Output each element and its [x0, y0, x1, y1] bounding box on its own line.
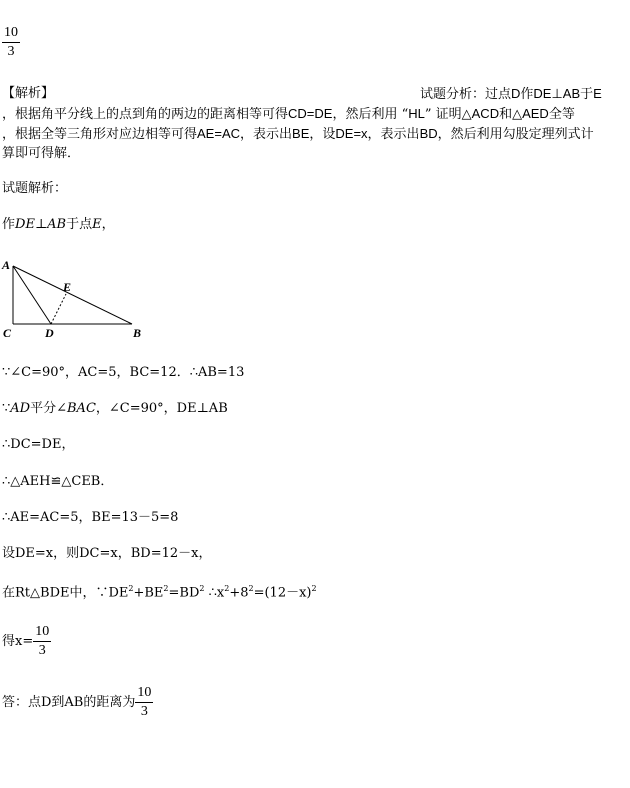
- superscript: 2: [224, 584, 230, 593]
- analysis-formula: BE: [292, 126, 310, 141]
- solution-text: ∴△AEH≌△CEB．: [2, 474, 114, 489]
- analysis-formula: ACD: [471, 106, 500, 121]
- analysis-formula: DE=x: [335, 126, 368, 141]
- analysis-label: 试题分析：过点: [420, 87, 512, 102]
- solution-formula: DE: [15, 217, 35, 232]
- analysis-text: ，表示出: [367, 127, 420, 142]
- x-value-fraction: [33, 625, 51, 658]
- analysis-header-text: 【解析】: [2, 86, 55, 101]
- analysis-text: ，然后利用 “: [332, 107, 409, 122]
- solution-text: +8: [229, 585, 249, 601]
- label-c: C: [3, 326, 12, 340]
- analysis-line-4: [2, 147, 80, 160]
- analysis-text: 作: [520, 87, 534, 102]
- solution-text: ，∠C=90°，DE⊥AB: [95, 401, 228, 416]
- fraction-denominator: 3: [7, 44, 15, 59]
- analysis-text: ，然后利用勾股定理列式计: [437, 127, 594, 142]
- superscript: 2: [128, 584, 134, 593]
- label-a: A: [2, 258, 11, 272]
- answer-text: 答：点D到AB的距离为: [2, 695, 136, 710]
- analysis-text: 全等: [548, 107, 575, 122]
- analysis-formula: CD=DE: [288, 106, 333, 121]
- solution-header: [2, 182, 67, 195]
- segment-ad: [13, 266, 51, 324]
- solution-text: 设DE=x，则DC=x，BD=12－x，: [2, 546, 212, 561]
- solution-text: ∵∠C=90°，AC=5，BC=12．∴AB=13: [2, 365, 245, 380]
- analysis-formula: BD: [419, 126, 438, 141]
- analysis-line-2: [2, 107, 575, 121]
- solution-formula: AD: [10, 401, 31, 416]
- analysis-point-d: D: [511, 86, 521, 101]
- solution-text: 得x=: [2, 634, 34, 649]
- segment-de: [51, 294, 66, 324]
- solution-text: ⊥: [34, 217, 48, 232]
- fraction-numerator: 10: [35, 624, 50, 639]
- solution-step-3: [2, 438, 74, 451]
- analysis-header: [2, 87, 54, 100]
- label-b: B: [133, 326, 142, 340]
- answer-line: [2, 686, 153, 719]
- solution-step-1: [2, 366, 244, 379]
- solution-step-0: [2, 218, 115, 231]
- analysis-text: ，根据全等三角形对应边相等可得: [2, 127, 198, 142]
- solution-step-2: [2, 402, 228, 415]
- answer-fraction: [135, 686, 153, 719]
- solution-text: ∴DC=DE，: [2, 437, 75, 452]
- fraction-denominator: 3: [140, 704, 148, 719]
- solution-text: 在Rt△BDE中，∵DE: [2, 585, 129, 601]
- solution-step-7: [2, 585, 317, 599]
- analysis-formula: AE=AC: [197, 126, 241, 141]
- analysis-de-perp-ab: DE⊥AB: [533, 86, 581, 101]
- solution-text: 平分∠: [30, 401, 67, 416]
- solution-formula: BAC: [67, 401, 96, 416]
- analysis-formula: HL: [408, 106, 425, 121]
- superscript: 2: [311, 584, 317, 593]
- analysis-text: ，表示出: [240, 127, 293, 142]
- analysis-text: ，根据角平分线上的点到角的两边的距离相等可得: [2, 107, 289, 122]
- analysis-line-1: [420, 87, 602, 101]
- solution-step-6: [2, 547, 211, 560]
- solution-step-8: [2, 625, 51, 658]
- analysis-text: ，设: [309, 127, 336, 142]
- fraction-denominator: 3: [38, 643, 46, 658]
- solution-formula: AB: [47, 217, 67, 232]
- solution-text: ，: [101, 217, 115, 232]
- analysis-text: 算即可得解．: [2, 146, 81, 161]
- segment-ab: [13, 266, 132, 324]
- superscript: 2: [163, 584, 169, 593]
- superscript: 2: [248, 584, 254, 593]
- solution-text: 作: [2, 217, 16, 232]
- fraction-numerator: 10: [137, 685, 152, 700]
- solution-text: ∵: [2, 401, 11, 416]
- solution-step-5: [2, 511, 178, 524]
- solution-text: =(12－x): [253, 585, 312, 601]
- solution-text: +BE: [133, 585, 164, 601]
- analysis-text: 和△: [499, 107, 523, 122]
- solution-text: ∴x: [204, 585, 225, 601]
- solution-text: =BD: [168, 585, 200, 601]
- label-e: E: [63, 280, 72, 294]
- analysis-text: 于: [580, 87, 594, 102]
- analysis-formula: AED: [522, 106, 549, 121]
- solution-header-text: 试题解析：: [2, 181, 68, 196]
- solution-formula: E: [92, 217, 102, 232]
- superscript: 2: [199, 584, 205, 593]
- analysis-line-3: [2, 127, 594, 141]
- top-answer-fraction: [2, 26, 20, 59]
- fraction-numerator: 10: [4, 25, 18, 40]
- triangle-figure: [0, 258, 160, 343]
- analysis-text: ” 证明△: [424, 107, 472, 122]
- solution-step-4: [2, 475, 113, 488]
- analysis-point-e: E: [593, 86, 602, 101]
- solution-text: 于点: [66, 217, 93, 232]
- label-d: D: [45, 326, 54, 340]
- solution-text: ∴AE=AC=5，BE=13－5=8: [2, 510, 179, 525]
